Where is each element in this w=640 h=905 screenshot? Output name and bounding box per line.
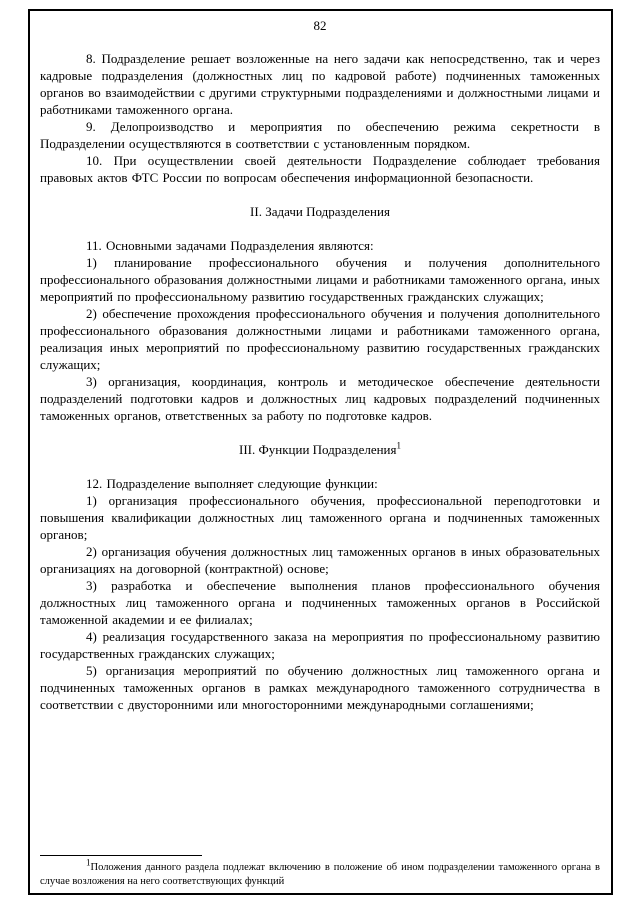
page-number: 82 — [313, 18, 327, 33]
paragraph-9: 9. Делопроизводство и мероприятия по обеспечению режима секретности в Подразделении осуществляются в соответствии с установленным порядком. — [40, 119, 600, 151]
task-item-1: 1) планирование профессионального обучения и получения дополнительного профессионального образования должностными лицами и работниками таможенного органа, иных мероприятий по профессиональному развитию государственных гражданских служащих; — [40, 255, 600, 304]
paragraph-10: 10. При осуществлении своей деятельности Подразделение соблюдает требования правовых актов ФТС России по вопросам обеспечения информационной безопасности. — [40, 153, 600, 185]
footnote-text — [40, 857, 600, 889]
function-item-1: 1) организация профессионального обучения, профессиональной переподготовки и повышения квалификации должностных лиц таможенного органа и подчиненных таможенных органов; — [40, 493, 600, 542]
paragraph-12-intro: 12. Подразделение выполняет следующие функции: — [86, 476, 378, 491]
footnote — [40, 855, 600, 889]
function-item-3: 3) разработка и обеспечение выполнения планов профессионального обучения должностных лиц таможенного органа и подчиненных таможенных органов в Российской таможенной академии и ее филиалах; — [40, 578, 600, 627]
task-item-3: 3) организация, координация, контроль и методическое обеспечение деятельности подразделений подготовки кадров и должностных лиц кадровых подразделений подчиненных таможенных органов, ответственных за работу по подготовке кадров. — [40, 374, 600, 423]
page-content — [40, 18, 600, 713]
function-item-5: 5) организация мероприятий по обучению должностных лиц таможенного органа и подчиненных таможенных органов в рамках международного таможенного сотрудничества в соответствии с двусторонними или многосторонними международными соглашениями; — [40, 663, 600, 712]
paragraph-11-intro: 11. Основными задачами Подразделения являются: — [86, 238, 374, 253]
function-item-4: 4) реализация государственного заказа на мероприятия по профессиональному развитию государственных гражданских служащих; — [40, 629, 600, 661]
paragraph-8: 8. Подразделение решает возложенные на него задачи как непосредственно, так и через кадровые подразделения (должностных лиц по кадровой работе) подчиненных таможенных органов во взаимодействии с другими структурными подразделениями и должностными лицами и работниками таможенного органа. — [40, 51, 600, 117]
footnote-separator-rule — [40, 855, 202, 856]
footnote-marker: 1 — [86, 857, 91, 868]
footnote-body: Положения данного раздела подлежат включению в положение об ином подразделении таможенного органа в случае возложения на него соответствующих функций — [40, 862, 600, 887]
function-item-2: 2) организация обучения должностных лиц таможенных органов в иных образовательных организациях на договорной (контрактной) основе; — [40, 544, 600, 576]
section-heading-functions — [40, 441, 600, 458]
task-item-2: 2) обеспечение прохождения профессионального обучения и получения дополнительного профессионального образования должностными лицами и работниками таможенного органа, реализация иных мероприятий по профессиональному развитию государственных гражданских служащих; — [40, 306, 600, 372]
section-heading-tasks — [40, 203, 600, 220]
section-heading-tasks-text: II. Задачи Подразделения — [250, 204, 390, 219]
section-heading-functions-text: III. Функции Подразделения — [239, 442, 397, 457]
footnote-reference-marker: 1 — [396, 440, 401, 451]
